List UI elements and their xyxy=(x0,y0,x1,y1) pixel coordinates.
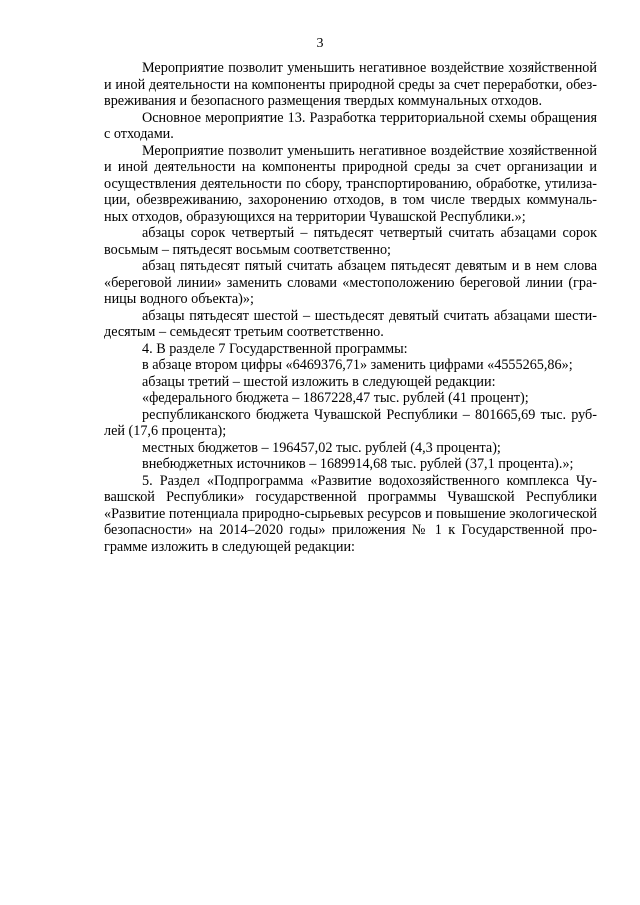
paragraph: в абзаце втором цифры «6469376,71» заменить цифрами «4555265,86»; xyxy=(142,357,573,373)
paragraph: абзацы сорок четвертый – пятьдесят четвертый считать абзацами сорок восьмым – пятьдесят восьмым соответственно; xyxy=(104,225,597,258)
paragraph: Мероприятие позволит уменьшить негативное воздействие хозяйственной и иной деятельности на компоненты природной среды за счет переработки, обезвреживания и безопасного размещения твердых коммунальных отходов. xyxy=(104,60,597,109)
paragraph: Основное мероприятие 13. Разработка территориальной схемы обращения с отходами. xyxy=(104,109,597,142)
paragraph: «федерального бюджета – 1867228,47 тыс. рублей (41 процент); xyxy=(142,390,529,406)
paragraph: абзацы пятьдесят шестой – шестьдесят девятый считать абзацами шестидесятым – семьдесят третьим соответственно. xyxy=(104,307,597,340)
page-number: 3 xyxy=(316,36,324,51)
paragraph: 4. В разделе 7 Государственной программы: xyxy=(142,340,408,357)
paragraph: абзацы третий – шестой изложить в следующей редакции: xyxy=(142,373,496,390)
paragraph: местных бюджетов – 196457,02 тыс. рублей (4,3 процента); xyxy=(142,439,501,456)
paragraph: внебюджетных источников – 1689914,68 тыс. рублей (37,1 процента).»; xyxy=(142,456,574,472)
paragraph: республиканского бюджета Чувашской Республики – 801665,69 тыс. рублей (17,6 процента); xyxy=(104,406,597,439)
document-body xyxy=(104,60,597,555)
paragraph: Мероприятие позволит уменьшить негативное воздействие хозяйственной и иной деятельности на компоненты природной среды за счет организации и осуществления деятельности по сбору, транспортированию, обработке, утилизации, обезвреживанию, захоронению отходов, в том числе твердых коммунальных отходов, образующихся на территории Чувашской Республики.»; xyxy=(104,142,597,225)
paragraph: 5. Раздел «Подпрограмма «Развитие водохозяйственного комплекса Чувашской Республики» государственной программы Чувашской Республики «Развитие потенциала природно-сырьевых ресурсов и повышение экологической безопасности» на 2014–2020 годы» приложения № 1 к Государственной программе изложить в следующей редакции: xyxy=(104,472,597,555)
paragraph: абзац пятьдесят пятый считать абзацем пятьдесят девятым и в нем слова «береговой линии» заменить словами «местоположению береговой линии (границы водного объекта)»; xyxy=(104,258,597,307)
